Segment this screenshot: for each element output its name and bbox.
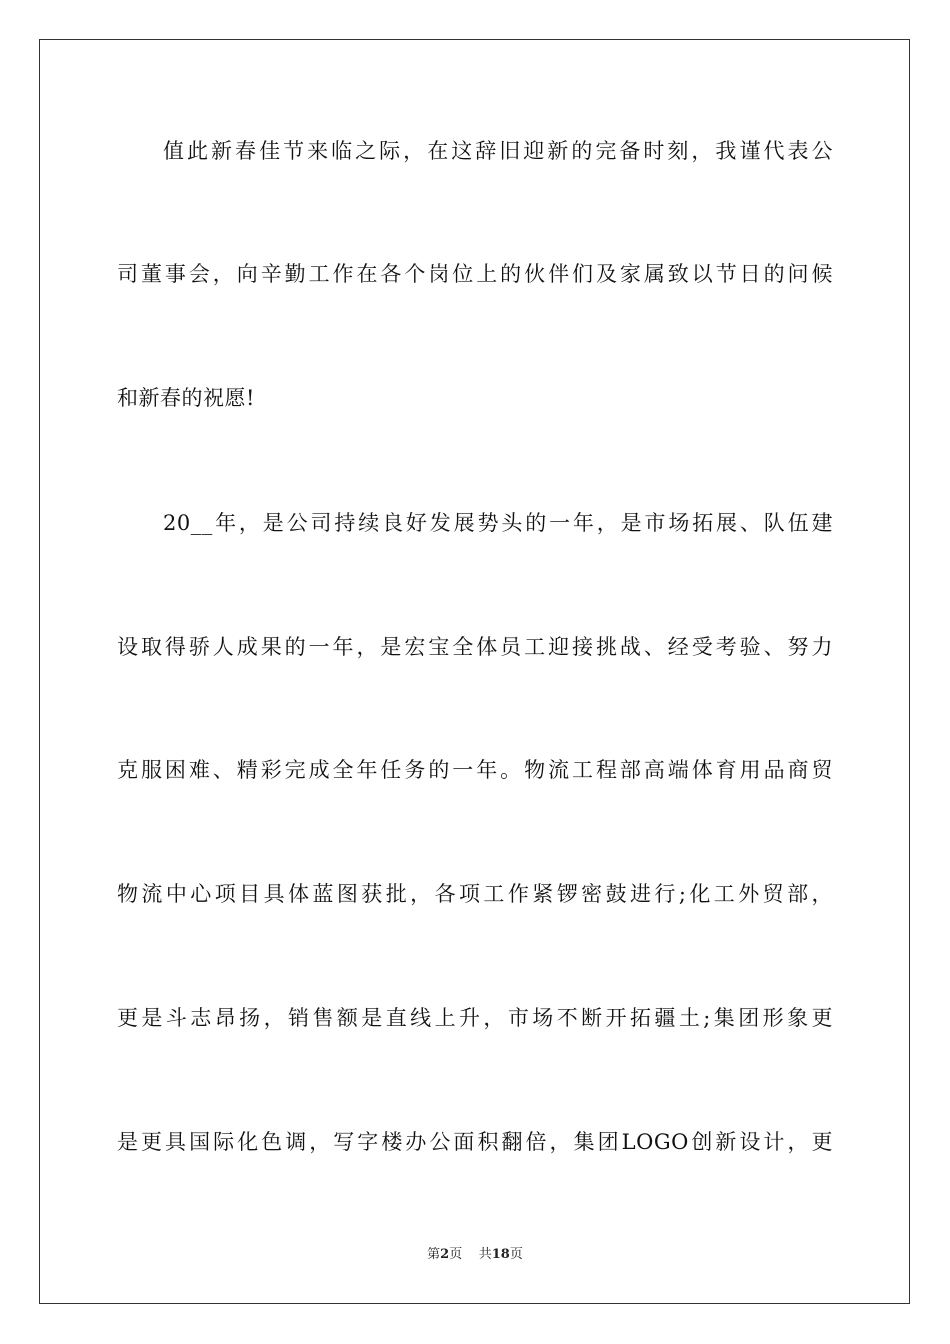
paragraph-2-line-6: 是更具国际化色调，写字楼办公面积翻倍，集团LOGO创新设计，更 [117,1130,833,1154]
total-suffix: 页 [509,1247,523,1262]
paragraph-2-line-1: 20__年，是公司持续良好发展势头的一年，是市场拓展、队伍建 [163,511,833,535]
paragraph-2-line-5: 更是斗志昂扬，销售额是直线上升，市场不断开拓疆土;集团形象更 [117,1006,833,1030]
page-suffix: 页 [449,1247,463,1262]
paragraph-1-line-3: 和新春的祝愿! [117,386,255,410]
page-footer [0,1246,950,1264]
page-total: 18 [491,1247,510,1262]
paragraph-1-line-1: 值此新春佳节来临之际，在这辞旧迎新的完备时刻，我谨代表公 [163,139,833,163]
page-prefix: 第 [427,1247,441,1262]
paragraph-2-line-4: 物流中心项目具体蓝图获批，各项工作紧锣密鼓进行;化工外贸部， [117,882,833,906]
paragraph-2-line-2: 设取得骄人成果的一年，是宏宝全体员工迎接挑战、经受考验、努力 [117,635,833,659]
page-current: 2 [440,1247,450,1262]
page-border [39,39,910,1304]
paragraph-1-line-2: 司董事会，向辛勤工作在各个岗位上的伙伴们及家属致以节日的问候 [117,262,833,286]
paragraph-2-line-3: 克服困难、精彩完成全年任务的一年。物流工程部高端体育用品商贸 [117,758,833,782]
total-prefix: 共 [478,1247,492,1262]
